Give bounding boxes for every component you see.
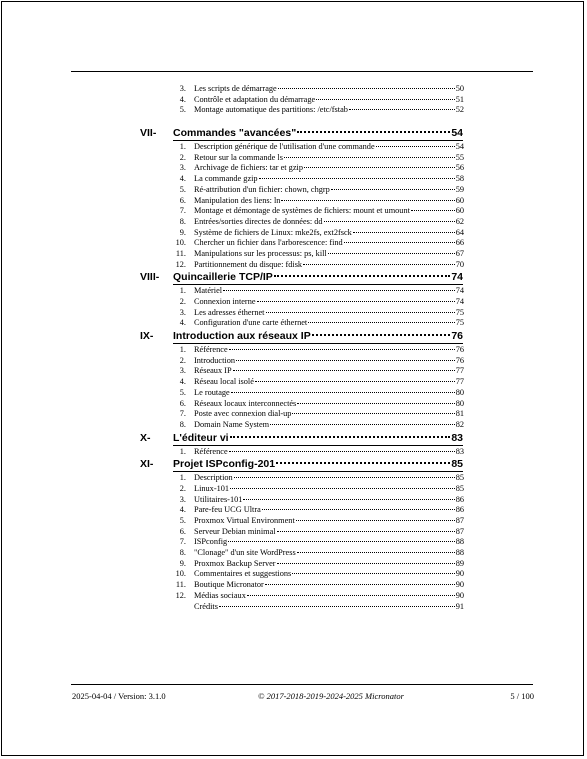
toc-entry[interactable] <box>2 420 585 431</box>
toc-entry-number: 8. <box>179 216 186 226</box>
toc-entry[interactable] <box>2 249 585 260</box>
toc-chapter-number: IX- <box>140 330 154 343</box>
toc-entry-number: 4. <box>179 318 186 328</box>
toc-entry-list <box>2 142 585 270</box>
toc-entry[interactable] <box>2 377 585 388</box>
dot-leader <box>265 584 455 585</box>
toc-entry-number: 5. <box>179 184 186 194</box>
toc-entry[interactable] <box>2 366 585 377</box>
toc-entry-title: Archivage de fichiers: tar et gzip <box>194 163 303 173</box>
dot-leader <box>292 413 454 414</box>
toc-entry-title: Réseau local isolé <box>194 377 254 387</box>
toc-entry-line <box>194 318 464 329</box>
toc-entry[interactable] <box>2 185 585 196</box>
dot-leader <box>331 189 455 190</box>
toc-entry-page: 50 <box>455 84 464 93</box>
dot-leader <box>292 573 454 574</box>
toc-entry-title: Domain Name System <box>194 419 270 429</box>
toc-entry-number: 3. <box>179 163 186 173</box>
toc-entry-page: 85 <box>455 473 464 483</box>
toc-chapter-page: 54 <box>451 127 463 140</box>
toc-entry-number: 7. <box>179 537 186 547</box>
toc-entry-page: 88 <box>455 548 464 558</box>
toc-entry-line <box>194 142 464 153</box>
toc-entry-title: Médias sociaux <box>194 590 246 600</box>
dot-leader <box>276 462 450 464</box>
dot-leader <box>411 210 455 211</box>
toc-entry-title: La commande gzip <box>194 174 258 184</box>
dot-leader <box>304 167 455 168</box>
toc-entry-number: 3. <box>179 307 186 317</box>
toc-entry-page: 81 <box>455 409 464 419</box>
toc-entry-number: 4. <box>179 94 186 104</box>
toc-entry[interactable] <box>2 297 585 308</box>
toc-entry-line <box>194 297 464 308</box>
toc-entry-line <box>194 548 464 559</box>
toc-entry-list <box>2 345 585 431</box>
toc-entry-title: Référence <box>194 446 228 456</box>
toc-entry-line <box>194 399 464 410</box>
dot-leader <box>266 312 455 313</box>
toc-entry-number: 12. <box>175 259 186 269</box>
toc-entry-line <box>194 377 464 388</box>
toc-entry-list <box>2 286 585 329</box>
toc-entry-line <box>194 228 464 239</box>
toc-entry-list <box>2 84 585 116</box>
toc-entry-number: 2. <box>179 297 186 306</box>
toc-chapter-heading[interactable] <box>2 457 585 471</box>
toc-entry-line <box>194 196 464 207</box>
toc-chapter <box>2 270 585 329</box>
toc-entry-number: 1. <box>179 142 186 152</box>
toc-entry-line <box>194 105 464 116</box>
toc-entry[interactable] <box>2 602 585 613</box>
toc-entry-number: 4. <box>179 377 186 387</box>
toc-entry-title: Boutique Micronator <box>194 580 264 590</box>
toc-entry-number: 2. <box>179 483 186 493</box>
toc-entry[interactable] <box>2 473 585 484</box>
toc-chapter-number: XI- <box>140 458 154 471</box>
toc-entry-line <box>194 84 464 95</box>
toc-entry-page: 80 <box>455 398 464 408</box>
toc-entry-line <box>194 206 464 217</box>
toc-entry-number: 10. <box>175 569 186 579</box>
toc-entry[interactable] <box>2 580 585 591</box>
document-page <box>1 1 584 756</box>
toc-entry-title: Retour sur la commande ls <box>194 152 283 162</box>
toc-entry[interactable] <box>2 591 585 602</box>
toc-entry-number: 9. <box>179 227 186 237</box>
toc-entry-title: Entrées/sorties directes de données: dd <box>194 216 323 226</box>
toc-entry-page: 51 <box>455 94 464 104</box>
toc-entry-line <box>194 286 464 297</box>
toc-entry-title: Manipulation des liens: ln <box>194 195 281 205</box>
toc-entry-title: Réseaux locaux interconnectés <box>194 398 297 408</box>
toc-entry-page: 60 <box>455 195 464 205</box>
dot-leader <box>262 509 455 510</box>
toc-entry-page: 88 <box>455 537 464 547</box>
toc-entry-line <box>194 249 464 260</box>
toc-entry-title: Système de fichiers de Linux: mke2fs, ext2fsck <box>194 227 352 237</box>
toc-entry[interactable] <box>2 196 585 207</box>
toc-chapter <box>2 457 585 612</box>
toc-entry-number: 2. <box>179 152 186 162</box>
toc-entry-line <box>194 345 464 356</box>
chapter-underline <box>173 471 463 472</box>
toc-entry[interactable] <box>2 388 585 399</box>
chapter-underline <box>173 140 463 141</box>
toc-entry-line <box>194 602 464 613</box>
toc-entry-page: 67 <box>455 248 464 258</box>
toc-entry-line <box>194 559 464 570</box>
toc-entry[interactable] <box>2 447 585 458</box>
toc-chapter-page: 85 <box>451 458 463 471</box>
toc-entry[interactable] <box>2 217 585 228</box>
toc-chapter-title: Quincaillerie TCP/IP <box>173 271 273 284</box>
dot-leader <box>236 360 455 361</box>
footer-rule <box>71 684 533 685</box>
chapter-underline <box>173 284 463 285</box>
toc-entry[interactable] <box>2 95 585 106</box>
toc-entry-list <box>2 447 585 458</box>
toc-entry-page: 64 <box>455 227 464 237</box>
dot-leader <box>230 488 455 489</box>
dot-leader <box>229 349 455 350</box>
toc-chapter-title: Projet ISPconfig-201 <box>173 458 276 471</box>
toc-chapter-heading[interactable] <box>2 431 585 445</box>
toc-entry-number: 10. <box>175 238 186 248</box>
toc-entry-page: 60 <box>455 206 464 216</box>
toc-entry-number: 5. <box>179 105 186 115</box>
toc-entry-page: 90 <box>455 590 464 600</box>
toc-entry-title: Description <box>194 473 233 483</box>
toc-entry-list <box>2 473 585 612</box>
toc-entry-title: Chercher un fichier dans l'arborescence: find <box>194 238 343 248</box>
toc-entry[interactable] <box>2 409 585 420</box>
toc-entry-number: 9. <box>179 558 186 568</box>
toc-entry-number: 5. <box>179 516 186 525</box>
toc-entry[interactable] <box>2 569 585 580</box>
toc-entry-line <box>194 217 464 228</box>
dot-leader <box>228 541 455 542</box>
toc-entry-line <box>194 308 464 319</box>
dot-leader <box>284 157 455 158</box>
toc-entry[interactable] <box>2 484 585 495</box>
dot-leader <box>312 334 451 336</box>
toc-entry-title: Proxmox Virtual Environment <box>194 516 295 525</box>
toc-entry[interactable] <box>2 105 585 116</box>
toc-entry-title: Les scripts de démarrage <box>194 84 277 93</box>
dot-leader <box>274 275 451 277</box>
toc-entry-title: ISPconfig <box>194 537 228 547</box>
toc-entry-page: 70 <box>455 259 464 269</box>
toc-entry-line <box>194 356 464 367</box>
toc-entry[interactable] <box>2 559 585 570</box>
toc-entry-title: Montage et démontage de systèmes de fichiers: mount et umount <box>194 206 410 216</box>
toc-entry[interactable] <box>2 84 585 95</box>
toc-entry-title: Réseaux IP <box>194 366 232 376</box>
dot-leader <box>223 290 455 291</box>
dot-leader <box>234 477 455 478</box>
toc-entry[interactable] <box>2 527 585 538</box>
toc-entry-line <box>194 388 464 399</box>
toc-entry-number: 2. <box>179 355 186 365</box>
dot-leader <box>353 232 455 233</box>
dot-leader <box>324 221 455 222</box>
toc-entry-number: 1. <box>179 446 186 456</box>
toc-chapter-title-line <box>173 329 463 343</box>
toc-entry-line <box>194 238 464 249</box>
dot-leader <box>270 424 455 425</box>
toc-entry-number: 5. <box>179 387 186 397</box>
dot-leader <box>257 301 455 302</box>
toc-entry-page: 75 <box>455 318 464 328</box>
toc-entry-page: 89 <box>455 558 464 568</box>
toc-entry-page: 77 <box>455 366 464 376</box>
toc-entry-page: 56 <box>455 163 464 173</box>
dot-leader <box>297 131 450 133</box>
toc-entry-page: 90 <box>455 569 464 579</box>
dot-leader <box>231 392 455 393</box>
toc-entry-title: Crédits <box>194 601 218 611</box>
dot-leader <box>297 552 455 553</box>
toc-chapter-page: 74 <box>451 271 463 284</box>
toc-entry[interactable] <box>2 286 585 297</box>
toc-chapter-page: 83 <box>451 431 463 444</box>
toc-chapter-title-line <box>173 457 463 471</box>
toc-entry-title: Commentaires et suggestions <box>194 569 292 579</box>
toc-entry-title: "Clonage" d'un site WordPress <box>194 548 296 558</box>
toc-entry-number: 4. <box>179 174 186 184</box>
toc-entry-page: 76 <box>455 345 464 355</box>
toc-entry-line <box>194 516 464 527</box>
toc-entry-title: Utilitaires-101 <box>194 494 243 504</box>
toc-entry-title: Linux-101 <box>194 483 230 493</box>
toc-entry-number: 12. <box>175 590 186 600</box>
toc-entry[interactable] <box>2 399 585 410</box>
dot-leader <box>316 99 455 100</box>
footer-copyright: © 2017-2018-2019-2024-2025 Micronator <box>258 691 404 701</box>
toc-entry-title: Contrôle et adaptation du démarrage <box>194 94 316 104</box>
toc-entry-title: Partitionnement du disque: fdisk <box>194 259 303 269</box>
toc-chapter-title-line <box>173 126 463 140</box>
dot-leader <box>344 242 455 243</box>
toc-entry-page: 62 <box>455 216 464 226</box>
toc-entry-number: 7. <box>179 206 186 216</box>
toc-entry-title: Les adresses éthernet <box>194 307 265 317</box>
toc-entry[interactable] <box>2 516 585 527</box>
toc-entry-number: 4. <box>179 505 186 515</box>
toc-chapter-heading[interactable] <box>2 126 585 140</box>
dot-leader <box>229 451 455 452</box>
toc-chapter-heading[interactable] <box>2 270 585 284</box>
dot-leader <box>259 178 455 179</box>
toc-entry-page: 74 <box>455 297 464 306</box>
toc-entry-line <box>194 163 464 174</box>
dot-leader <box>277 563 455 564</box>
toc-entry-page: 55 <box>455 152 464 162</box>
toc-entry-number: 11. <box>175 248 186 258</box>
toc-chapter-title: L'éditeur vi <box>173 431 229 444</box>
toc-entry-line <box>194 591 464 602</box>
toc-entry[interactable] <box>2 260 585 271</box>
dot-leader <box>281 200 454 201</box>
toc-entry-line <box>194 409 464 420</box>
toc-entry-title: Manipulations sur les processus: ps, kill <box>194 248 327 258</box>
toc-entry-number: 6. <box>179 526 186 536</box>
toc-chapter <box>2 126 585 270</box>
dot-leader <box>247 595 455 596</box>
toc-entry-page: 83 <box>455 446 464 456</box>
toc-entry-title: Le routage <box>194 387 230 397</box>
toc-entry[interactable] <box>2 142 585 153</box>
toc-chapter-number: VII- <box>140 127 157 140</box>
toc-entry[interactable] <box>2 228 585 239</box>
toc-entry-number: 8. <box>179 548 186 558</box>
toc-entry-page: 76 <box>455 355 464 365</box>
toc-entry-number: 1. <box>179 345 186 355</box>
dot-leader <box>376 146 455 147</box>
toc-chapter-heading[interactable] <box>2 329 585 343</box>
toc-entry-line <box>194 95 464 106</box>
toc-entry-page: 59 <box>455 184 464 194</box>
toc-entry-title: Configuration d'une carte éthernet <box>194 318 308 328</box>
toc-entry-page: 75 <box>455 307 464 317</box>
toc-entry-line <box>194 495 464 506</box>
toc-entry-number: 8. <box>179 419 186 429</box>
toc-entry-page: 54 <box>455 142 464 152</box>
toc-entry-page: 90 <box>455 580 464 590</box>
toc-entry-page: 85 <box>455 483 464 493</box>
toc-entry-line <box>194 527 464 538</box>
toc-entry[interactable] <box>2 356 585 367</box>
toc-entry-page: 86 <box>455 494 464 504</box>
toc-entry-line <box>194 537 464 548</box>
toc-entry[interactable] <box>2 345 585 356</box>
dot-leader <box>297 403 454 404</box>
footer-page-number: 5 / 100 <box>510 691 534 701</box>
toc-entry-number: 1. <box>179 286 186 296</box>
toc-entry[interactable] <box>2 505 585 516</box>
toc-entry-title: Référence <box>194 345 228 355</box>
toc-chapter-title: Introduction aux réseaux IP <box>173 330 311 343</box>
toc-entry-line <box>194 484 464 495</box>
toc-chapter-number: VIII- <box>140 271 160 284</box>
dot-leader <box>230 436 451 438</box>
toc-entry-title: Pare-feu UCG Ultra <box>194 505 261 515</box>
table-of-contents <box>2 84 585 612</box>
toc-entry-title: Description générique de l'utilisation d'une commande <box>194 142 375 152</box>
header-rule <box>71 71 533 72</box>
toc-entry-number: 3. <box>179 366 186 376</box>
toc-entry-title: Poste avec connexion dial-up <box>194 409 292 419</box>
toc-entry-line <box>194 420 464 431</box>
dot-leader <box>277 531 455 532</box>
toc-entry[interactable] <box>2 206 585 217</box>
toc-entry-page: 77 <box>455 377 464 387</box>
toc-entry-page: 52 <box>455 105 464 115</box>
toc-entry-page: 91 <box>455 601 464 611</box>
dot-leader <box>243 499 454 500</box>
toc-entry-number: 3. <box>179 84 186 93</box>
toc-entry-line <box>194 505 464 516</box>
toc-entry[interactable] <box>2 163 585 174</box>
toc-entry[interactable] <box>2 174 585 185</box>
dot-leader <box>255 381 455 382</box>
toc-entry-page: 74 <box>455 286 464 296</box>
toc-entry-line <box>194 580 464 591</box>
toc-chapter-title-line <box>173 431 463 445</box>
footer-date-version: 2025-04-04 / Version: 3.1.0 <box>72 691 166 701</box>
toc-entry-number: 7. <box>179 409 186 419</box>
toc-chapter <box>2 329 585 431</box>
toc-entry-page: 87 <box>455 526 464 536</box>
toc-chapter <box>2 431 585 458</box>
toc-entry-page: 66 <box>455 238 464 248</box>
dot-leader <box>328 253 455 254</box>
toc-entry-page: 82 <box>455 419 464 429</box>
toc-entry-number: 11. <box>175 580 186 590</box>
dot-leader <box>278 88 455 89</box>
chapter-underline <box>173 343 463 344</box>
toc-entry-title: Proxmox Backup Server <box>194 558 276 568</box>
toc-chapter-number: X- <box>140 431 151 444</box>
toc-entry-page: 87 <box>455 516 464 525</box>
toc-entry[interactable] <box>2 495 585 506</box>
toc-entry[interactable] <box>2 318 585 329</box>
toc-entry-line <box>194 569 464 580</box>
toc-entry-title: Ré-attribution d'un fichier: chown, chgrp <box>194 184 330 194</box>
toc-entry-title: Introduction <box>194 355 236 365</box>
chapter-underline <box>173 445 463 446</box>
toc-entry-line <box>194 447 464 458</box>
toc-entry-page: 58 <box>455 174 464 184</box>
toc-entry-title: Montage automatique des partitions: /etc/fstab <box>194 105 348 115</box>
toc-entry-line <box>194 473 464 484</box>
toc-entry-line <box>194 153 464 164</box>
toc-entry-number: 3. <box>179 494 186 504</box>
toc-entry[interactable] <box>2 537 585 548</box>
toc-entry-line <box>194 174 464 185</box>
toc-entry[interactable] <box>2 238 585 249</box>
toc-entry-number: 6. <box>179 195 186 205</box>
toc-entry-page: 86 <box>455 505 464 515</box>
toc-entry-line <box>194 185 464 196</box>
toc-entry-title: Serveur Debian minimal <box>194 526 276 536</box>
toc-chapter-title: Commandes "avancées" <box>173 127 297 140</box>
dot-leader <box>233 370 455 371</box>
toc-entry-title: Matériel <box>194 286 223 296</box>
dot-leader <box>308 322 454 323</box>
toc-entry[interactable] <box>2 308 585 319</box>
toc-entry-line <box>194 366 464 377</box>
toc-entry-number: 6. <box>179 398 186 408</box>
dot-leader <box>303 264 455 265</box>
toc-entry-number: 1. <box>179 473 186 483</box>
toc-entry[interactable] <box>2 153 585 164</box>
toc-entry[interactable] <box>2 548 585 559</box>
toc-entry-title: Connexion interne <box>194 297 256 306</box>
dot-leader <box>349 109 455 110</box>
dot-leader <box>219 606 455 607</box>
toc-chapter-title-line <box>173 270 463 284</box>
toc-chapter-page: 76 <box>451 330 463 343</box>
toc-entry-line <box>194 260 464 271</box>
toc-entry-page: 80 <box>455 387 464 397</box>
dot-leader <box>296 520 455 521</box>
